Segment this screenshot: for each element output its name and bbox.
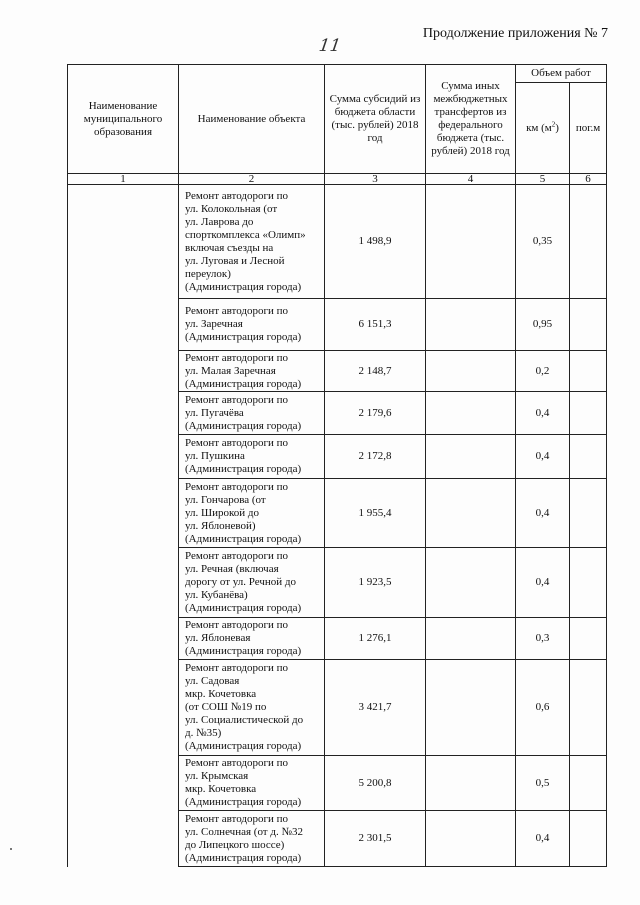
header-municipality: Наименование муниципального образования <box>68 65 179 174</box>
km-value: 0,35 <box>516 185 570 299</box>
column-number: 4 <box>426 174 516 185</box>
federal-value <box>426 479 516 548</box>
federal-value <box>426 392 516 435</box>
pog-m-value <box>570 435 607 479</box>
km-value: 0,4 <box>516 548 570 618</box>
object-name: Ремонт автодороги по ул. Крымская мкр. Кочетовка (Администрация города) <box>179 756 325 811</box>
pog-m-value <box>570 185 607 299</box>
pog-m-value <box>570 618 607 660</box>
column-number: 1 <box>68 174 179 185</box>
page-number: 11 <box>317 36 343 56</box>
subsidy-value: 2 148,7 <box>325 351 426 392</box>
header-regional-subsidy: Сумма субсидий из бюджета области (тыс. рублей) 2018 год <box>325 65 426 174</box>
subsidy-value: 6 151,3 <box>325 299 426 351</box>
pog-m-value <box>570 392 607 435</box>
km-value: 0,4 <box>516 392 570 435</box>
km-value: 0,5 <box>516 756 570 811</box>
subsidy-value: 5 200,8 <box>325 756 426 811</box>
object-name: Ремонт автодороги по ул. Гончарова (от ул. Широкой до ул. Яблоневой) (Администрация города) <box>179 479 325 548</box>
pog-m-value <box>570 351 607 392</box>
table-row <box>68 185 607 299</box>
header-work-volume: Объем работ <box>516 65 607 83</box>
federal-value <box>426 185 516 299</box>
pog-m-value <box>570 299 607 351</box>
header-pog-m: пог.м <box>570 83 607 174</box>
federal-value <box>426 548 516 618</box>
header-federal-transfers: Сумма иных межбюджетных трансфертов из федерального бюджета (тыс. рублей) 2018 год <box>426 65 516 174</box>
subsidy-value: 1 276,1 <box>325 618 426 660</box>
subsidy-value: 2 179,6 <box>325 392 426 435</box>
federal-value <box>426 756 516 811</box>
subsidy-value: 3 421,7 <box>325 660 426 756</box>
km-value: 0,3 <box>516 618 570 660</box>
federal-value <box>426 299 516 351</box>
km-value: 0,4 <box>516 811 570 867</box>
object-name: Ремонт автодороги по ул. Яблоневая (Администрация города) <box>179 618 325 660</box>
subsidy-value: 1 955,4 <box>325 479 426 548</box>
federal-value <box>426 660 516 756</box>
header-km: км $(м^2)$ <box>516 83 570 174</box>
column-number: 2 <box>179 174 325 185</box>
pog-m-value <box>570 660 607 756</box>
header-object: Наименование объекта <box>179 65 325 174</box>
object-name: Ремонт автодороги по ул. Солнечная (от д. №32 до Липецкого шоссе) (Администрация города) <box>179 811 325 867</box>
km-value: 0,2 <box>516 351 570 392</box>
margin-dot <box>10 848 12 850</box>
subsidy-value: 1 498,9 <box>325 185 426 299</box>
object-name: Ремонт автодороги по ул. Речная (включая дорогу от ул. Речной до ул. Кубанёва) (Администрация города) <box>179 548 325 618</box>
km-value: 0,95 <box>516 299 570 351</box>
object-name: Ремонт автодороги по ул. Пушкина (Администрация города) <box>179 435 325 479</box>
pog-m-value <box>570 479 607 548</box>
object-name: Ремонт автодороги по ул. Малая Заречная (Администрация города) <box>179 351 325 392</box>
object-name: Ремонт автодороги по ул. Заречная (Администрация города) <box>179 299 325 351</box>
km-value: 0,4 <box>516 479 570 548</box>
object-name: Ремонт автодороги по ул. Садовая мкр. Кочетовка (от СОШ №19 по ул. Социалистической до д. №35) (Администрация города) <box>179 660 325 756</box>
object-name: Ремонт автодороги по ул. Колокольная (от ул. Лаврова до спорткомплекса «Олимп» включая съезды на ул. Луговая и Лесной переулок) (Администрация города) <box>179 185 325 299</box>
subsidy-table <box>67 64 607 867</box>
subsidy-value: 1 923,5 <box>325 548 426 618</box>
pog-m-value <box>570 548 607 618</box>
column-number: 3 <box>325 174 426 185</box>
federal-value <box>426 618 516 660</box>
annex-title: Продолжение приложения № 7 <box>422 26 608 41</box>
subsidy-value: 2 172,8 <box>325 435 426 479</box>
federal-value <box>426 811 516 867</box>
column-number: 5 <box>516 174 570 185</box>
federal-value <box>426 351 516 392</box>
column-number: 6 <box>570 174 607 185</box>
subsidy-value: 2 301,5 <box>325 811 426 867</box>
pog-m-value <box>570 756 607 811</box>
federal-value <box>426 435 516 479</box>
km-value: 0,4 <box>516 435 570 479</box>
km-value: 0,6 <box>516 660 570 756</box>
pog-m-value <box>570 811 607 867</box>
municipality-cell <box>68 185 179 867</box>
object-name: Ремонт автодороги по ул. Пугачёва (Администрация города) <box>179 392 325 435</box>
